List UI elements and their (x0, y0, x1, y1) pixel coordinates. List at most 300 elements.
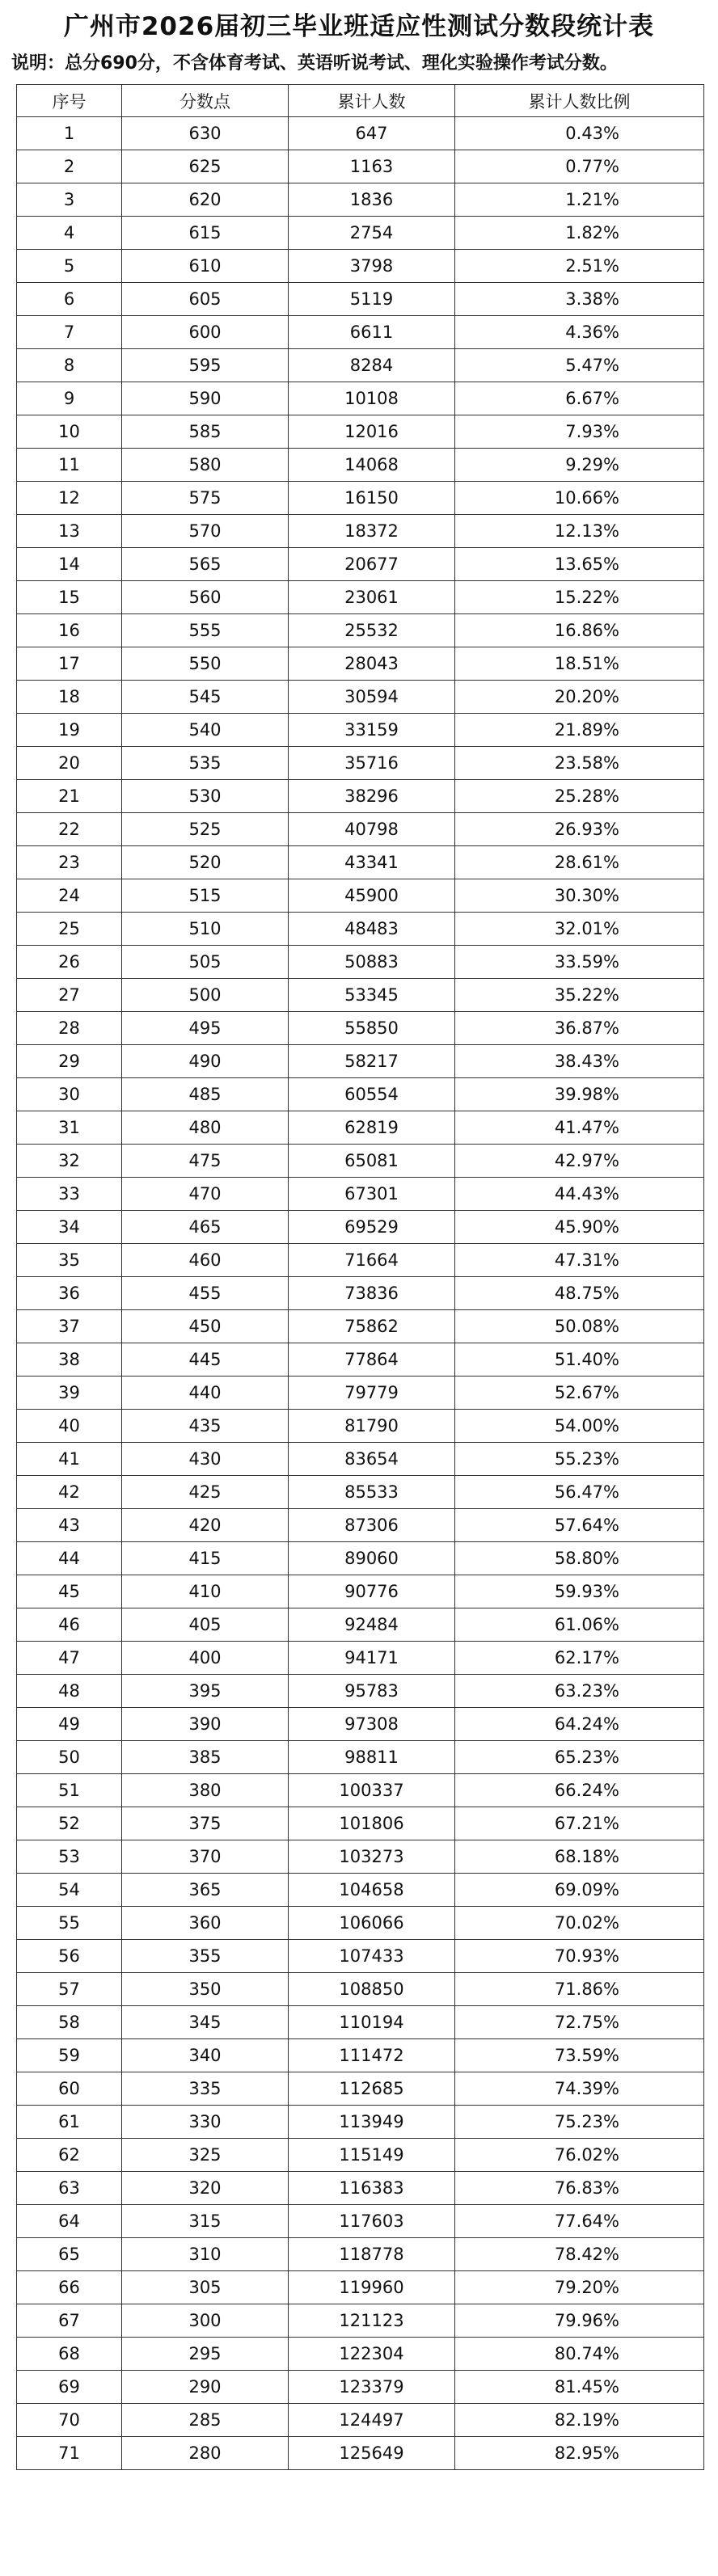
cumulative-count: 115149 (289, 2139, 455, 2172)
cumulative-ratio: 58.80% (455, 1542, 704, 1575)
table-row (17, 1045, 704, 1078)
score-point: 555 (122, 614, 289, 647)
cumulative-count: 110194 (289, 2006, 455, 2039)
cumulative-count: 81790 (289, 1410, 455, 1443)
cumulative-count: 1163 (289, 150, 455, 183)
row-index: 15 (17, 581, 122, 614)
cumulative-count: 16150 (289, 482, 455, 515)
cumulative-ratio: 74.39% (455, 2072, 704, 2106)
cumulative-ratio: 6.67% (455, 382, 704, 415)
cumulative-count: 5119 (289, 283, 455, 316)
cumulative-ratio: 26.93% (455, 813, 704, 846)
cumulative-count: 38296 (289, 780, 455, 813)
row-index: 22 (17, 813, 122, 846)
cumulative-ratio: 52.67% (455, 1377, 704, 1410)
cumulative-ratio: 20.20% (455, 681, 704, 714)
table-row (17, 614, 704, 647)
row-index: 1 (17, 117, 122, 150)
row-index: 38 (17, 1343, 122, 1377)
row-index: 17 (17, 647, 122, 681)
cumulative-count: 62819 (289, 1111, 455, 1145)
cumulative-ratio: 36.87% (455, 1012, 704, 1045)
score-point: 470 (122, 1178, 289, 1211)
cumulative-ratio: 42.97% (455, 1145, 704, 1178)
cumulative-ratio: 76.83% (455, 2172, 704, 2205)
cumulative-ratio: 13.65% (455, 548, 704, 581)
header-cumulative-count: 累计人数 (289, 85, 455, 117)
row-index: 12 (17, 482, 122, 515)
row-index: 65 (17, 2238, 122, 2271)
table-row (17, 1145, 704, 1178)
score-point: 515 (122, 879, 289, 913)
cumulative-ratio: 82.19% (455, 2404, 704, 2437)
cumulative-count: 1836 (289, 183, 455, 217)
row-index: 26 (17, 946, 122, 979)
score-point: 285 (122, 2404, 289, 2437)
cumulative-count: 6611 (289, 316, 455, 349)
cumulative-count: 8284 (289, 349, 455, 382)
cumulative-count: 118778 (289, 2238, 455, 2271)
table-row (17, 250, 704, 283)
score-point: 615 (122, 217, 289, 250)
table-row (17, 117, 704, 150)
score-point: 380 (122, 1774, 289, 1807)
score-point: 410 (122, 1575, 289, 1608)
cumulative-ratio: 1.82% (455, 217, 704, 250)
score-point: 590 (122, 382, 289, 415)
table-row (17, 217, 704, 250)
cumulative-count: 89060 (289, 1542, 455, 1575)
table-row (17, 1940, 704, 1973)
row-index: 20 (17, 747, 122, 780)
cumulative-ratio: 56.47% (455, 1476, 704, 1509)
table-row (17, 1178, 704, 1211)
cumulative-count: 60554 (289, 1078, 455, 1111)
table-row (17, 2304, 704, 2338)
cumulative-ratio: 76.02% (455, 2139, 704, 2172)
cumulative-ratio: 35.22% (455, 979, 704, 1012)
cumulative-count: 45900 (289, 879, 455, 913)
score-point: 405 (122, 1608, 289, 1642)
cumulative-ratio: 81.45% (455, 2371, 704, 2404)
row-index: 13 (17, 515, 122, 548)
table-body (17, 117, 704, 2470)
score-point: 480 (122, 1111, 289, 1145)
cumulative-count: 77864 (289, 1343, 455, 1377)
table-row (17, 1377, 704, 1410)
score-point: 315 (122, 2205, 289, 2238)
page-title: 广州市2026届初三毕业班适应性测试分数段统计表 (63, 12, 655, 41)
score-point: 525 (122, 813, 289, 846)
row-index: 58 (17, 2006, 122, 2039)
score-point: 385 (122, 1741, 289, 1774)
cumulative-ratio: 2.51% (455, 250, 704, 283)
score-point: 565 (122, 548, 289, 581)
cumulative-count: 117603 (289, 2205, 455, 2238)
score-point: 490 (122, 1045, 289, 1078)
table-row (17, 1774, 704, 1807)
cumulative-ratio: 80.74% (455, 2338, 704, 2371)
score-point: 595 (122, 349, 289, 382)
row-index: 49 (17, 1708, 122, 1741)
table-row (17, 946, 704, 979)
cumulative-ratio: 33.59% (455, 946, 704, 979)
score-point: 400 (122, 1642, 289, 1675)
score-point: 290 (122, 2371, 289, 2404)
table-row (17, 1542, 704, 1575)
score-point: 280 (122, 2437, 289, 2470)
table-row (17, 1608, 704, 1642)
row-index: 4 (17, 217, 122, 250)
row-index: 40 (17, 1410, 122, 1443)
cumulative-count: 116383 (289, 2172, 455, 2205)
cumulative-count: 95783 (289, 1675, 455, 1708)
score-point: 325 (122, 2139, 289, 2172)
score-point: 465 (122, 1211, 289, 1244)
cumulative-count: 111472 (289, 2039, 455, 2072)
table-row (17, 2338, 704, 2371)
table-row (17, 1642, 704, 1675)
cumulative-count: 2754 (289, 217, 455, 250)
explanation-note: 说明：总分690分，不含体育考试、英语听说考试、理化实验操作考试分数。 (11, 53, 618, 74)
row-index: 60 (17, 2072, 122, 2106)
table-row (17, 1111, 704, 1145)
table-row (17, 2139, 704, 2172)
row-index: 71 (17, 2437, 122, 2470)
cumulative-count: 53345 (289, 979, 455, 1012)
row-index: 35 (17, 1244, 122, 1277)
cumulative-count: 98811 (289, 1741, 455, 1774)
score-point: 455 (122, 1277, 289, 1310)
table-row (17, 1443, 704, 1476)
row-index: 24 (17, 879, 122, 913)
table-row (17, 813, 704, 846)
cumulative-count: 647 (289, 117, 455, 150)
row-index: 63 (17, 2172, 122, 2205)
row-index: 11 (17, 449, 122, 482)
cumulative-ratio: 38.43% (455, 1045, 704, 1078)
table-row (17, 1741, 704, 1774)
table-row (17, 1277, 704, 1310)
score-point: 430 (122, 1443, 289, 1476)
cumulative-count: 123379 (289, 2371, 455, 2404)
cumulative-count: 35716 (289, 747, 455, 780)
table-row (17, 714, 704, 747)
cumulative-ratio: 9.29% (455, 449, 704, 482)
cumulative-ratio: 28.61% (455, 846, 704, 879)
cumulative-count: 124497 (289, 2404, 455, 2437)
cumulative-count: 100337 (289, 1774, 455, 1807)
score-point: 395 (122, 1675, 289, 1708)
cumulative-ratio: 0.43% (455, 117, 704, 150)
cumulative-count: 58217 (289, 1045, 455, 1078)
score-point: 390 (122, 1708, 289, 1741)
table-row (17, 2238, 704, 2271)
score-point: 625 (122, 150, 289, 183)
cumulative-count: 122304 (289, 2338, 455, 2371)
cumulative-ratio: 15.22% (455, 581, 704, 614)
row-index: 55 (17, 1907, 122, 1940)
cumulative-count: 97308 (289, 1708, 455, 1741)
table-row (17, 415, 704, 449)
table-row (17, 2205, 704, 2238)
row-index: 54 (17, 1874, 122, 1907)
row-index: 47 (17, 1642, 122, 1675)
table-row (17, 150, 704, 183)
cumulative-count: 25532 (289, 614, 455, 647)
cumulative-count: 90776 (289, 1575, 455, 1608)
cumulative-ratio: 61.06% (455, 1608, 704, 1642)
row-index: 6 (17, 283, 122, 316)
cumulative-count: 71664 (289, 1244, 455, 1277)
score-point: 535 (122, 747, 289, 780)
row-index: 8 (17, 349, 122, 382)
table-header (17, 85, 704, 117)
table-row (17, 1509, 704, 1542)
table-row (17, 2106, 704, 2139)
row-index: 14 (17, 548, 122, 581)
header-row (17, 85, 704, 117)
row-index: 33 (17, 1178, 122, 1211)
cumulative-count: 73836 (289, 1277, 455, 1310)
table-row (17, 2172, 704, 2205)
cumulative-count: 119960 (289, 2271, 455, 2304)
row-index: 21 (17, 780, 122, 813)
table-row (17, 2371, 704, 2404)
score-point: 415 (122, 1542, 289, 1575)
score-point: 335 (122, 2072, 289, 2106)
score-point: 610 (122, 250, 289, 283)
cumulative-count: 104658 (289, 1874, 455, 1907)
table-row (17, 482, 704, 515)
cumulative-count: 20677 (289, 548, 455, 581)
score-point: 370 (122, 1840, 289, 1874)
row-index: 27 (17, 979, 122, 1012)
cumulative-count: 87306 (289, 1509, 455, 1542)
cumulative-ratio: 50.08% (455, 1310, 704, 1343)
cumulative-count: 65081 (289, 1145, 455, 1178)
score-point: 530 (122, 780, 289, 813)
row-index: 30 (17, 1078, 122, 1111)
row-index: 61 (17, 2106, 122, 2139)
row-index: 59 (17, 2039, 122, 2072)
cumulative-ratio: 79.20% (455, 2271, 704, 2304)
cumulative-count: 18372 (289, 515, 455, 548)
cumulative-count: 79779 (289, 1377, 455, 1410)
table-row (17, 382, 704, 415)
cumulative-ratio: 55.23% (455, 1443, 704, 1476)
score-point: 600 (122, 316, 289, 349)
table-row (17, 1973, 704, 2006)
row-index: 18 (17, 681, 122, 714)
score-point: 580 (122, 449, 289, 482)
cumulative-ratio: 77.64% (455, 2205, 704, 2238)
score-point: 630 (122, 117, 289, 150)
cumulative-ratio: 18.51% (455, 647, 704, 681)
cumulative-ratio: 70.02% (455, 1907, 704, 1940)
row-index: 41 (17, 1443, 122, 1476)
table-row (17, 2271, 704, 2304)
row-index: 50 (17, 1741, 122, 1774)
cumulative-count: 28043 (289, 647, 455, 681)
cumulative-ratio: 63.23% (455, 1675, 704, 1708)
cumulative-ratio: 79.96% (455, 2304, 704, 2338)
cumulative-count: 14068 (289, 449, 455, 482)
cumulative-count: 101806 (289, 1807, 455, 1840)
score-point: 305 (122, 2271, 289, 2304)
table-row (17, 548, 704, 581)
cumulative-ratio: 71.86% (455, 1973, 704, 2006)
cumulative-count: 112685 (289, 2072, 455, 2106)
cumulative-ratio: 57.64% (455, 1509, 704, 1542)
cumulative-ratio: 30.30% (455, 879, 704, 913)
cumulative-ratio: 16.86% (455, 614, 704, 647)
header-cumulative-ratio: 累计人数比例 (455, 85, 704, 117)
row-index: 37 (17, 1310, 122, 1343)
cumulative-ratio: 25.28% (455, 780, 704, 813)
score-point: 500 (122, 979, 289, 1012)
table-row (17, 913, 704, 946)
cumulative-ratio: 73.59% (455, 2039, 704, 2072)
cumulative-ratio: 23.58% (455, 747, 704, 780)
row-index: 70 (17, 2404, 122, 2437)
score-point: 295 (122, 2338, 289, 2371)
row-index: 10 (17, 415, 122, 449)
score-point: 445 (122, 1343, 289, 1377)
cumulative-ratio: 7.93% (455, 415, 704, 449)
cumulative-count: 3798 (289, 250, 455, 283)
table-row (17, 1310, 704, 1343)
cumulative-ratio: 47.31% (455, 1244, 704, 1277)
row-index: 62 (17, 2139, 122, 2172)
table-row (17, 780, 704, 813)
cumulative-ratio: 21.89% (455, 714, 704, 747)
table-row (17, 183, 704, 217)
score-point: 450 (122, 1310, 289, 1343)
cumulative-count: 83654 (289, 1443, 455, 1476)
cumulative-count: 48483 (289, 913, 455, 946)
cumulative-ratio: 44.43% (455, 1178, 704, 1211)
row-index: 23 (17, 846, 122, 879)
score-point: 570 (122, 515, 289, 548)
score-point: 585 (122, 415, 289, 449)
row-index: 66 (17, 2271, 122, 2304)
row-index: 68 (17, 2338, 122, 2371)
score-point: 510 (122, 913, 289, 946)
table-row (17, 2072, 704, 2106)
table-row (17, 1476, 704, 1509)
cumulative-count: 30594 (289, 681, 455, 714)
cumulative-ratio: 3.38% (455, 283, 704, 316)
cumulative-count: 125649 (289, 2437, 455, 2470)
cumulative-count: 108850 (289, 1973, 455, 2006)
table-row (17, 1244, 704, 1277)
cumulative-ratio: 69.09% (455, 1874, 704, 1907)
cumulative-ratio: 10.66% (455, 482, 704, 515)
row-index: 45 (17, 1575, 122, 1608)
cumulative-ratio: 65.23% (455, 1741, 704, 1774)
table-row (17, 1708, 704, 1741)
score-point: 540 (122, 714, 289, 747)
score-point: 310 (122, 2238, 289, 2271)
score-point: 365 (122, 1874, 289, 1907)
score-point: 360 (122, 1907, 289, 1940)
row-index: 52 (17, 1807, 122, 1840)
table-row (17, 2006, 704, 2039)
row-index: 56 (17, 1940, 122, 1973)
table-row (17, 1675, 704, 1708)
table-row (17, 1807, 704, 1840)
score-point: 435 (122, 1410, 289, 1443)
score-point: 550 (122, 647, 289, 681)
row-index: 69 (17, 2371, 122, 2404)
score-point: 420 (122, 1509, 289, 1542)
row-index: 67 (17, 2304, 122, 2338)
table-row (17, 2437, 704, 2470)
cumulative-count: 92484 (289, 1608, 455, 1642)
table-row (17, 1012, 704, 1045)
score-table (16, 84, 704, 2470)
score-point: 485 (122, 1078, 289, 1111)
cumulative-count: 75862 (289, 1310, 455, 1343)
cumulative-ratio: 5.47% (455, 349, 704, 382)
row-index: 29 (17, 1045, 122, 1078)
score-point: 320 (122, 2172, 289, 2205)
cumulative-count: 67301 (289, 1178, 455, 1211)
cumulative-count: 121123 (289, 2304, 455, 2338)
table-row (17, 647, 704, 681)
cumulative-count: 43341 (289, 846, 455, 879)
score-point: 545 (122, 681, 289, 714)
table-row (17, 1078, 704, 1111)
row-index: 57 (17, 1973, 122, 2006)
table-row (17, 1211, 704, 1244)
table-row (17, 1874, 704, 1907)
table-row (17, 515, 704, 548)
cumulative-ratio: 48.75% (455, 1277, 704, 1310)
row-index: 7 (17, 316, 122, 349)
row-index: 32 (17, 1145, 122, 1178)
cumulative-count: 10108 (289, 382, 455, 415)
table-row (17, 846, 704, 879)
cumulative-count: 113949 (289, 2106, 455, 2139)
cumulative-count: 23061 (289, 581, 455, 614)
cumulative-ratio: 32.01% (455, 913, 704, 946)
score-point: 330 (122, 2106, 289, 2139)
row-index: 34 (17, 1211, 122, 1244)
table-row (17, 1575, 704, 1608)
cumulative-ratio: 72.75% (455, 2006, 704, 2039)
cumulative-count: 12016 (289, 415, 455, 449)
row-index: 36 (17, 1277, 122, 1310)
cumulative-ratio: 45.90% (455, 1211, 704, 1244)
header-index: 序号 (17, 85, 122, 117)
cumulative-ratio: 68.18% (455, 1840, 704, 1874)
row-index: 19 (17, 714, 122, 747)
table-row (17, 979, 704, 1012)
score-point: 560 (122, 581, 289, 614)
table-row (17, 316, 704, 349)
cumulative-ratio: 75.23% (455, 2106, 704, 2139)
row-index: 5 (17, 250, 122, 283)
cumulative-ratio: 70.93% (455, 1940, 704, 1973)
score-point: 520 (122, 846, 289, 879)
table-row (17, 879, 704, 913)
score-point: 620 (122, 183, 289, 217)
cumulative-count: 50883 (289, 946, 455, 979)
cumulative-ratio: 1.21% (455, 183, 704, 217)
row-index: 3 (17, 183, 122, 217)
